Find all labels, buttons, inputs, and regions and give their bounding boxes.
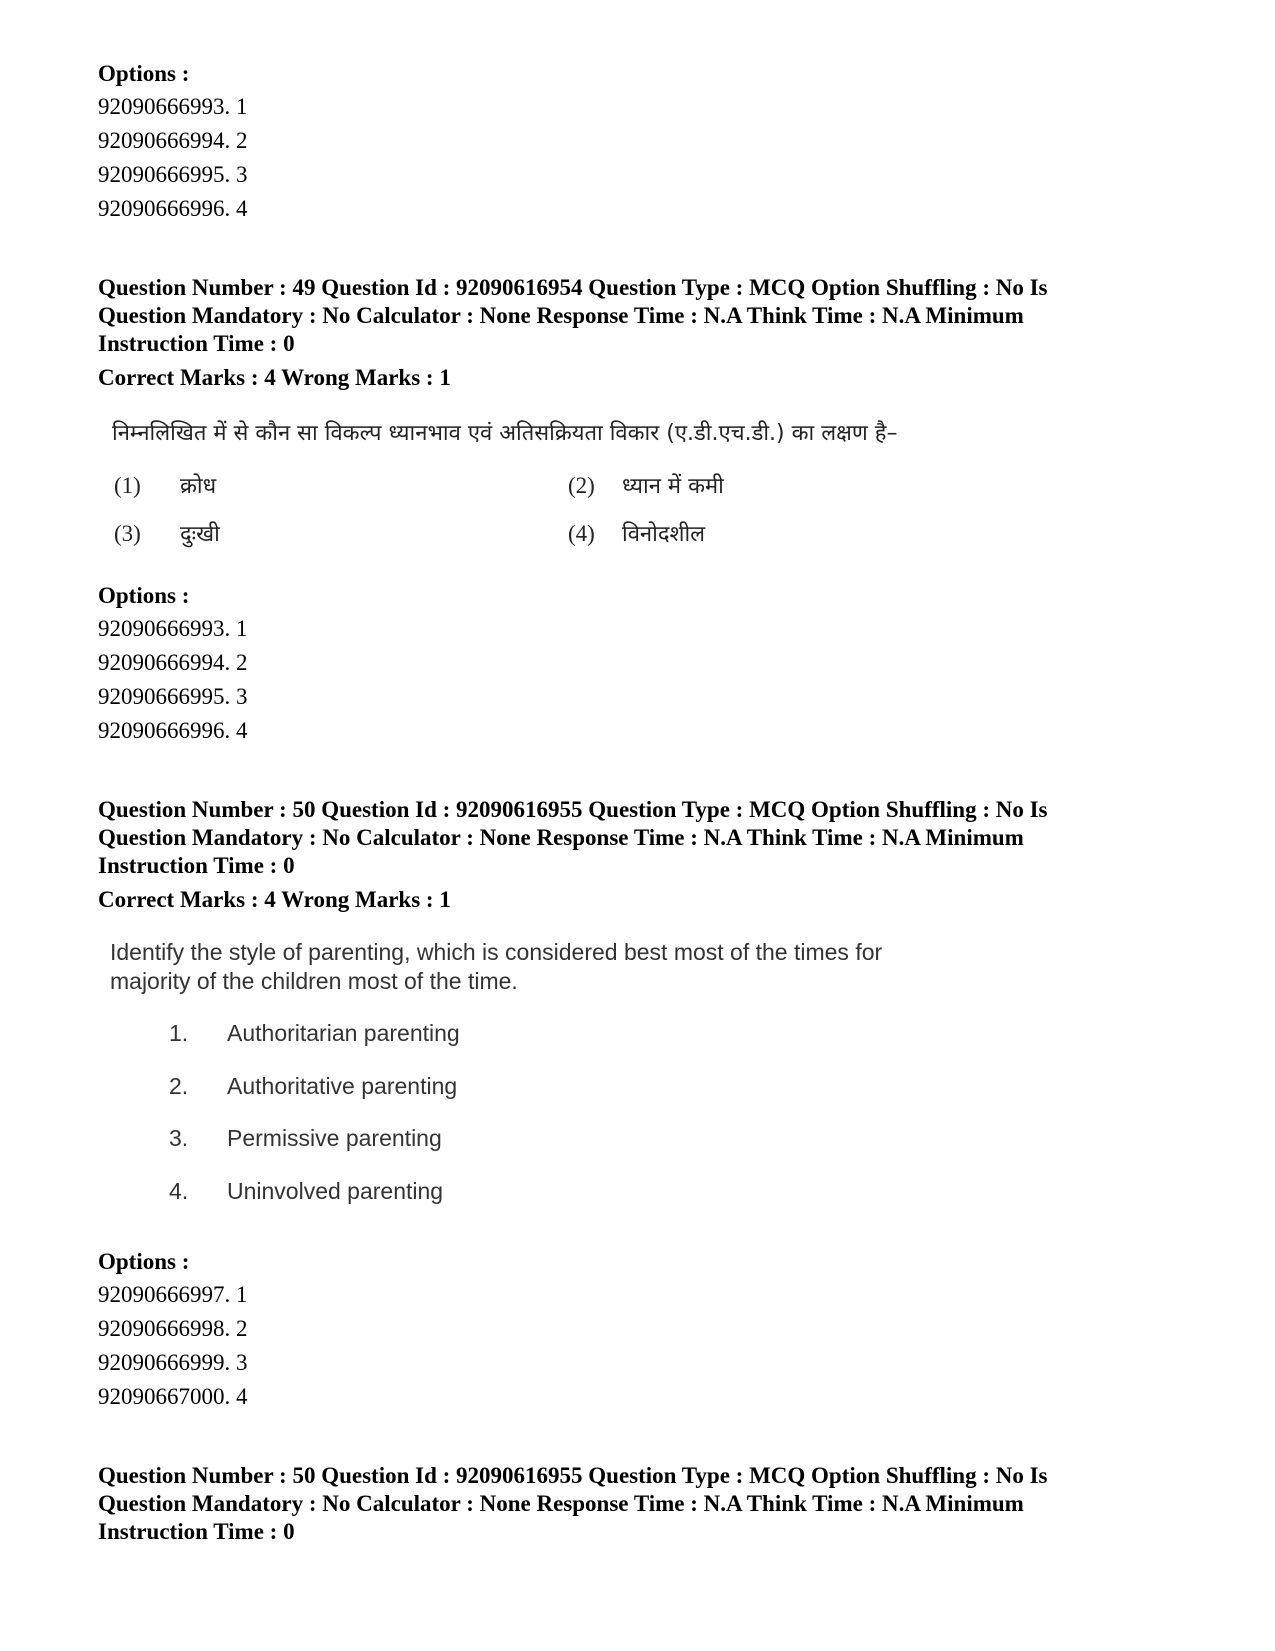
- options-heading: Options :: [98, 583, 190, 608]
- choice-text: दुःखी: [180, 522, 220, 547]
- choice-number: 4.: [169, 1178, 189, 1204]
- options-heading: Options :: [98, 1249, 190, 1274]
- choice-text: Uninvolved parenting: [227, 1178, 444, 1204]
- option-line: 92090666993. 1: [98, 616, 248, 641]
- choice-number: (3): [114, 521, 141, 546]
- question-line: majority of the children most of the time.: [110, 968, 518, 994]
- q50-choice-4: [169, 1178, 443, 1205]
- choice-text: विनोदशील: [622, 522, 706, 547]
- q50-options-section: [98, 1246, 1198, 1414]
- q50-repeat-meta: [98, 1462, 1198, 1546]
- choice-text: Authoritarian parenting: [227, 1020, 460, 1046]
- choice-number: 3.: [169, 1125, 189, 1151]
- option-line: 92090666994. 2: [98, 128, 248, 153]
- question-meta-line: Question Number : 50 Question Id : 92090616955 Question Type : MCQ Option Shuffling : No Is: [98, 797, 1048, 822]
- q49-choice-2: [568, 470, 724, 500]
- options-heading: Options :: [98, 61, 190, 86]
- question-meta-line: Question Mandatory : No Calculator : None Response Time : N.A Think Time : N.A Minimum: [98, 303, 1024, 328]
- question-meta-line: Instruction Time : 0: [98, 331, 295, 356]
- option-line: 92090666996. 4: [98, 718, 248, 743]
- choice-number: (4): [568, 521, 595, 546]
- option-line: 92090666996. 4: [98, 196, 248, 221]
- question-meta-line: Question Mandatory : No Calculator : None Response Time : N.A Think Time : N.A Minimum: [98, 825, 1024, 850]
- q49-choice-4: [568, 518, 705, 548]
- q50-meta: [98, 796, 1198, 914]
- q49-choice-1: [114, 470, 216, 500]
- choice-number: 1.: [169, 1020, 189, 1046]
- question-meta-line: Question Number : 49 Question Id : 92090616954 Question Type : MCQ Option Shuffling : No Is: [98, 275, 1048, 300]
- option-line: 92090666993. 1: [98, 94, 248, 119]
- choice-text: ध्यान में कमी: [622, 474, 724, 499]
- choice-number: (1): [114, 473, 141, 498]
- question-meta-line: Instruction Time : 0: [98, 1519, 295, 1544]
- q49-meta: [98, 274, 1198, 392]
- choice-text: क्रोध: [180, 474, 217, 499]
- q50-choice-3: [169, 1125, 442, 1152]
- q49-choice-3: [114, 518, 220, 548]
- q50-choice-2: [169, 1073, 457, 1100]
- marks-line: Correct Marks : 4 Wrong Marks : 1: [98, 365, 451, 390]
- question-meta-line: Question Number : 50 Question Id : 92090616955 Question Type : MCQ Option Shuffling : No Is: [98, 1463, 1048, 1488]
- q50-choice-1: [169, 1020, 460, 1047]
- option-line: 92090666994. 2: [98, 650, 248, 675]
- choice-text: Authoritative parenting: [227, 1073, 458, 1099]
- option-line: 92090666999. 3: [98, 1350, 248, 1375]
- choice-number: (2): [568, 473, 595, 498]
- q49-options-section: [98, 580, 1198, 748]
- option-line: 92090666997. 1: [98, 1282, 248, 1307]
- prev-options-section: [98, 58, 1198, 226]
- question-line: Identify the style of parenting, which is considered best most of the times for: [110, 939, 883, 965]
- option-line: 92090667000. 4: [98, 1384, 248, 1409]
- option-line: 92090666995. 3: [98, 684, 248, 709]
- choice-text: Permissive parenting: [227, 1125, 442, 1151]
- q49-question-text: निम्नलिखित में से कौन सा विकल्प ध्यानभाव एवं अतिसक्रियता विकार (ए.डी.एच.डी.) का लक्षण है–: [112, 421, 898, 446]
- question-meta-line: Instruction Time : 0: [98, 853, 295, 878]
- option-line: 92090666998. 2: [98, 1316, 248, 1341]
- question-meta-line: Question Mandatory : No Calculator : None Response Time : N.A Think Time : N.A Minimum: [98, 1491, 1024, 1516]
- choice-number: 2.: [169, 1073, 189, 1099]
- q50-question-text: [110, 938, 882, 996]
- option-line: 92090666995. 3: [98, 162, 248, 187]
- marks-line: Correct Marks : 4 Wrong Marks : 1: [98, 887, 451, 912]
